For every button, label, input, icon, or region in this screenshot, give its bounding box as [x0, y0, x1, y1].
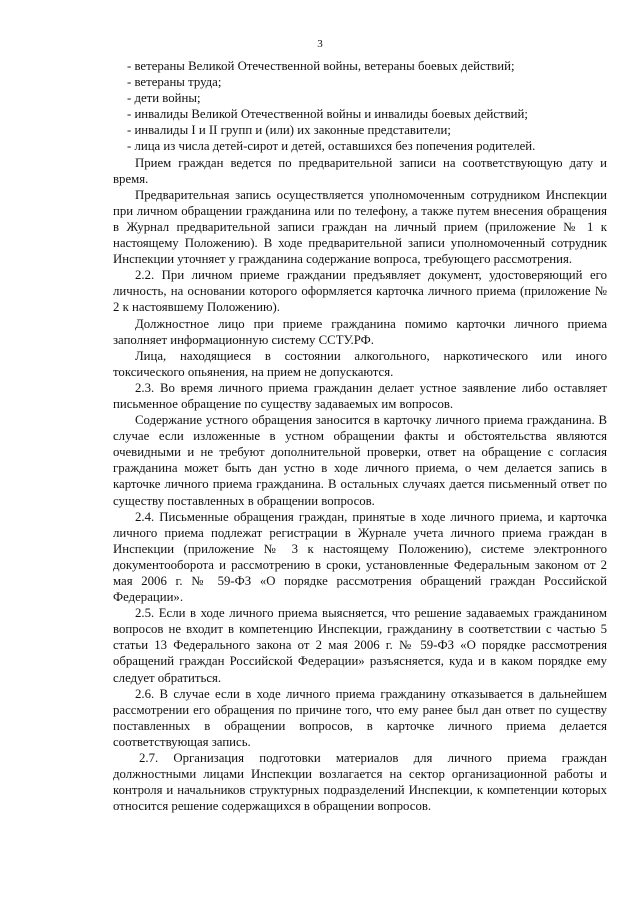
paragraph-2-6: 2.6. В случае если в ходе личного приема гражданину отказывается в дальнейшем рассмотрении его обращения по причине того, что ему ранее был дан ответ по существу поставленных в обращении вопросов, в карточке личного приема делается соответствующая запись.	[113, 686, 607, 749]
paragraph-2-4: 2.4. Письменные обращения граждан, принятые в ходе личного приема, и карточка личного приема подлежат регистрации в Журнале учета личного приема граждан в Инспекции (приложение № 3 к настоящему Положению), системе электронного документооборота и рассмотрению в сроки, установленные Федеральным законом от 2 мая 2006 г. № 59-ФЗ «О порядке рассмотрения обращений граждан Российской Федерации».	[113, 509, 607, 605]
list-item: - ветераны Великой Отечественной войны, ветераны боевых действий;	[127, 59, 515, 73]
paragraph-official: Должностное лицо при приеме гражданина помимо карточки личного приема заполняет информационную систему ССТУ.РФ.	[113, 316, 607, 347]
list-item: - дети войны;	[127, 91, 201, 106]
paragraph-appointment: Прием граждан ведется по предварительной записи на соответствующую дату и время.	[113, 155, 607, 186]
list-item: - ветераны труда;	[127, 75, 222, 90]
paragraph-oral-appeal: Содержание устного обращения заносится в карточку личного приема гражданина. В случае если изложенные в устном обращении факты и обстоятельства являются очевидными и не требуют дополнительной проверки, ответ на обращение с согласия гражданина может быть дан устно в ходе личного приема, о чем делается запись в карточке личного приема гражданина. В остальных случаях дается письменный ответ по существу поставленных в обращении вопросов.	[113, 413, 607, 508]
paragraph-2-3: 2.3. Во время личного приема гражданин делает устное заявление либо оставляет письменное обращение по существу задаваемых им вопросов.	[113, 380, 607, 411]
list-item: - инвалиды I и II групп и (или) их законные представители;	[127, 123, 451, 138]
paragraph-pre-registration: Предварительная запись осуществляется уполномоченным сотрудником Инспекции при личном обращении гражданина или по телефону, а также путем внесения обращения в Журнал предварительной записи граждан на личный прием (приложение № 1 к настоящему Положению). В ходе предварительной записи уполномоченный сотрудник Инспекции уточняет у гражданина содержание вопроса, требующего рассмотрения.	[113, 187, 607, 267]
list-item: - инвалиды Великой Отечественной войны и инвалиды боевых действий;	[127, 107, 528, 122]
page-number: 3	[317, 38, 323, 50]
paragraph-2-2: 2.2. При личном приеме граждании предъявляет документ, удостоверяющий его личность, на основании которого оформляется карточка личного приема (приложение № 2 к настоявшему Положению).	[113, 268, 607, 315]
list-item: - лица из числа детей-сирот и детей, оставшихся без попечения родителей.	[127, 139, 536, 154]
paragraph-2-7: 2.7. Организация подготовки материалов для личного приема граждан должностными лицами Инспекции возлагается на сектор организационной работы и контроля и начальников структурных подразделений Инспекции, к компетенции которых относится решение содержащихся в обращении вопросов.	[113, 751, 607, 814]
paragraph-intoxicated: Лица, находящиеся в состоянии алкогольного, наркотического или иного токсического опьянения, на прием не допускаются.	[113, 348, 607, 379]
document-body	[113, 58, 607, 814]
paragraph-2-5: 2.5. Если в ходе личного приема выясняется, что решение задаваемых гражданином вопросов не входит в компетенцию Инспекции, гражданину в соответствии с частью 5 статьи 13 Федерального закона от 2 мая 2006 г. № 59-ФЗ «О порядке рассмотрения обращений граждан Российской Федерации» разъясняется, куда и в каком порядке ему следует обратиться.	[113, 606, 607, 685]
